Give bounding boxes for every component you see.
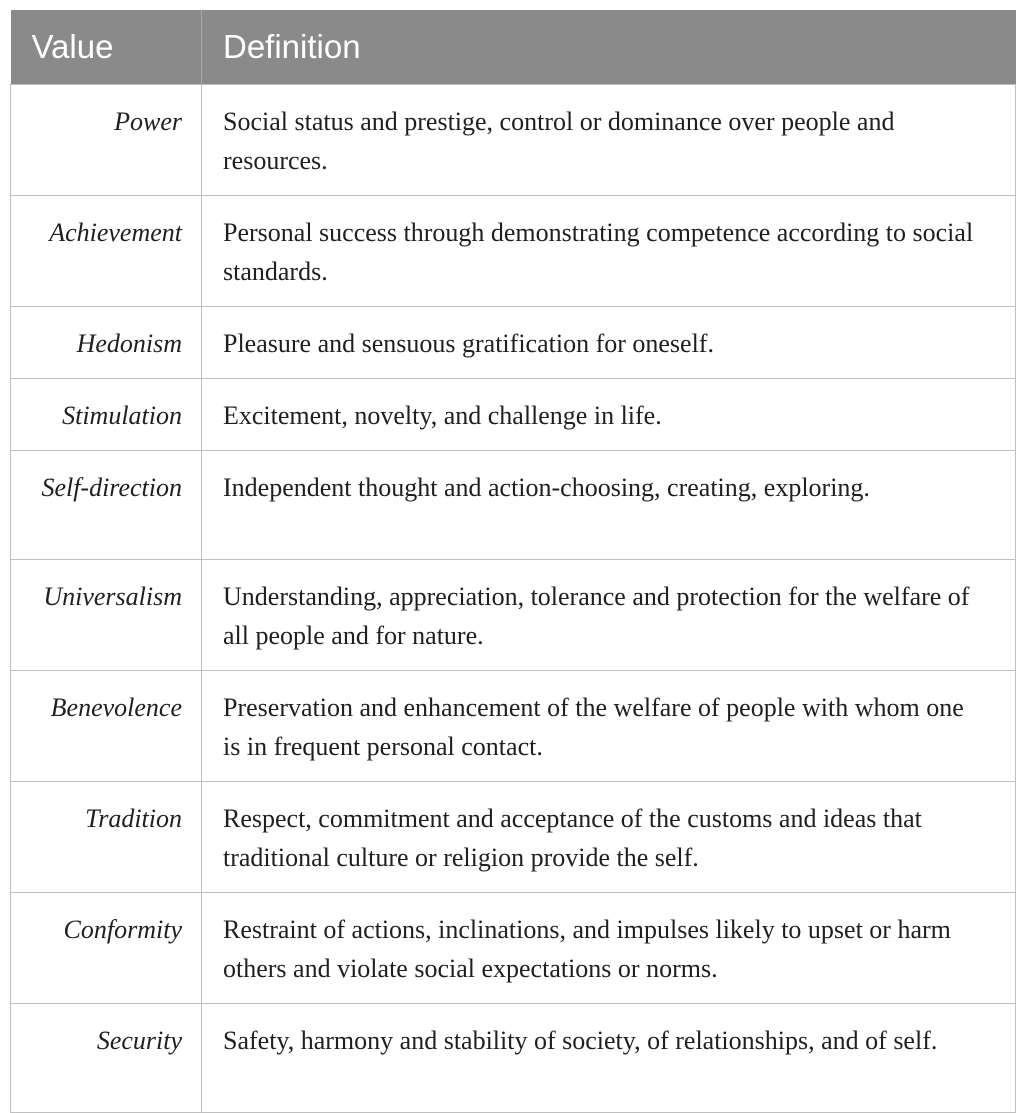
definition-cell: Social status and prestige, control or dominance over people and resources. xyxy=(202,85,1016,196)
table-row xyxy=(11,379,1016,451)
value-cell: Conformity xyxy=(11,893,202,1004)
value-cell: Power xyxy=(11,85,202,196)
table-row xyxy=(11,307,1016,379)
definition-cell: Restraint of actions, inclinations, and impulses likely to upset or harm others and violate social expectations or norms. xyxy=(202,893,1016,1004)
values-table xyxy=(10,10,1016,1113)
table-row xyxy=(11,196,1016,307)
header-definition: Definition xyxy=(202,10,1016,85)
table-body xyxy=(11,85,1016,1113)
table-row xyxy=(11,85,1016,196)
value-cell: Benevolence xyxy=(11,671,202,782)
table-header xyxy=(11,10,1016,85)
table-row xyxy=(11,560,1016,671)
definition-cell: Understanding, appreciation, tolerance and protection for the welfare of all people and for nature. xyxy=(202,560,1016,671)
definition-cell: Independent thought and action-choosing, creating, exploring. xyxy=(202,451,1016,560)
table-row xyxy=(11,893,1016,1004)
value-cell: Universalism xyxy=(11,560,202,671)
value-cell: Security xyxy=(11,1004,202,1113)
definition-cell: Excitement, novelty, and challenge in life. xyxy=(202,379,1016,451)
value-cell: Stimulation xyxy=(11,379,202,451)
header-row xyxy=(11,10,1016,85)
definition-cell: Respect, commitment and acceptance of the customs and ideas that traditional culture or religion provide the self. xyxy=(202,782,1016,893)
value-cell: Achievement xyxy=(11,196,202,307)
definition-cell: Personal success through demonstrating competence according to social standards. xyxy=(202,196,1016,307)
value-cell: Self-direction xyxy=(11,451,202,560)
value-cell: Hedonism xyxy=(11,307,202,379)
table-row xyxy=(11,782,1016,893)
definition-cell: Preservation and enhancement of the welfare of people with whom one is in frequent personal contact. xyxy=(202,671,1016,782)
definition-cell: Pleasure and sensuous gratification for oneself. xyxy=(202,307,1016,379)
header-value: Value xyxy=(11,10,202,85)
definition-cell: Safety, harmony and stability of society, of relationships, and of self. xyxy=(202,1004,1016,1113)
value-cell: Tradition xyxy=(11,782,202,893)
table-row xyxy=(11,451,1016,560)
table-row xyxy=(11,1004,1016,1113)
table-row xyxy=(11,671,1016,782)
